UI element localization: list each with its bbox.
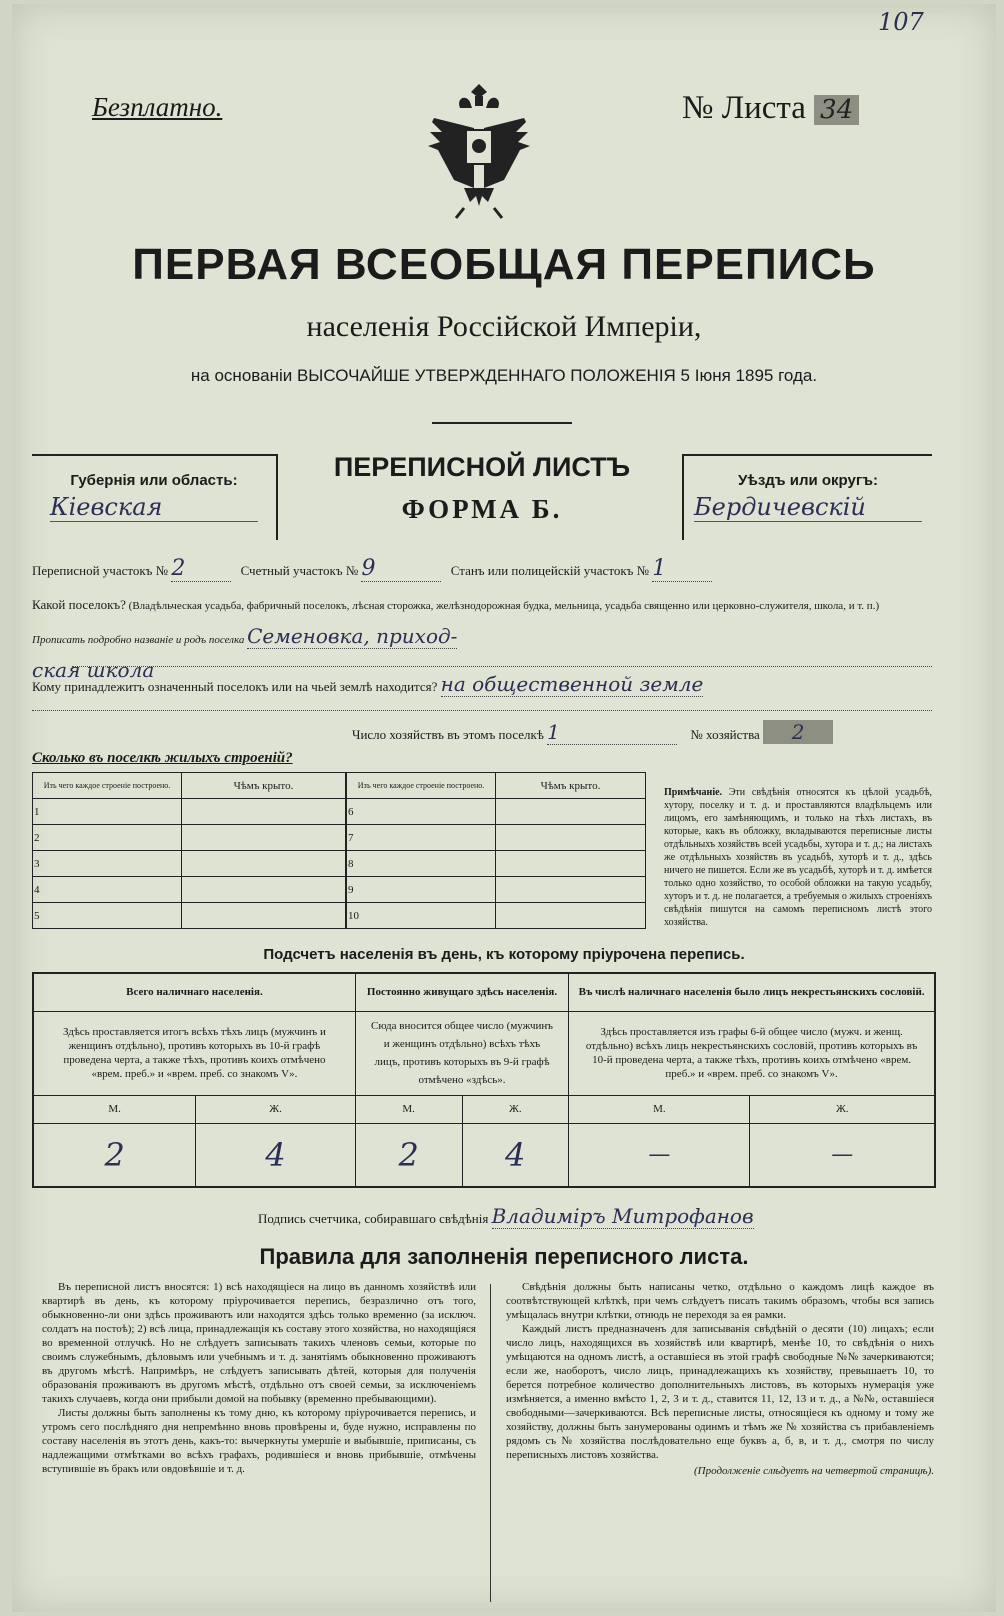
uezd-label: Уѣздъ или округъ: (737, 472, 879, 489)
count-area-label: Счетный участокъ № (240, 563, 359, 578)
row-number: 9 (347, 877, 496, 903)
guberniya-value: Кіевская (50, 493, 258, 522)
rules-right-p1: Свѣдѣнія должны быть написаны четко, отдѣльно о каждомъ лицѣ каждое въ соотвѣтствующей клѣткѣ, при чемъ слѣдуетъ писать такимъ образомъ, чтобы вся запись умѣщалась внутри клѣтки, отнюдь не переходя за ея рамки. (506, 1281, 934, 1321)
male-header: М. (33, 1095, 196, 1123)
buildings-label: Сколько въ поселкѣ жилыхъ строеній? (32, 750, 293, 766)
area-line (32, 556, 932, 582)
count-area-value: 9 (361, 556, 441, 582)
col3-text: Здѣсь проставляется изъ графы 6-й общее число (мужч. и женщ. отдѣльно) всѣхъ лицъ некрестьянскихъ сословій, противъ которыхъ въ 10-й проведена черта, а также тѣхъ, противъ коихъ отмѣчено «врем. преб.» и «врем. преб. со знакомъ V». (569, 1011, 935, 1095)
rules-left-p1: Въ переписной листъ вносятся: 1) всѣ находящіеся на лицо въ данномъ хозяйствѣ или квартирѣ въ день, къ которому пріурочивается перепись, безразлично отъ того, обыкновенно-ли они здѣсь проживаютъ или находятся здѣсь только временно (за исключ. солдатъ на постоѣ); 2) всѣ лица, принадлежащія къ составу этого хозяйства, но находящіяся во временной отлучкѣ. Но не слѣдуетъ записывать такихъ членовъ семьи, которые по своимъ служебнымъ, дѣловымъ или учебнымъ и т. д. занятіямъ обыкновенно проживаютъ въ другомъ мѣстѣ. Напримѣръ, не слѣдуетъ записывать дѣтей, которыя для полученія образованія проживаютъ въ другомъ мѣстѣ, отдѣльно отъ своей семьи, за исключеніемъ такихъ случаевъ, когда они прибыли домой на побывку (временно пребывающими). (42, 1281, 476, 1405)
remark-label: Примѣчаніе. (664, 787, 723, 798)
rules-left-p2: Листы должны быть заполнены къ тому дню, къ которому пріурочивается перепись, и утромъ сего послѣдняго дня непремѣнно вновь провѣрены и, буде нужно, исправлены по составу населенія въ этотъ день, какъ-то: вычеркнуты умершіе и выбывшіе, приписаны, съ надлежащими отмѣтками во всѣхъ графахъ, родившіеся и вновь прибывшіе, отмѣчены вступившіе въ бракъ или овдовѣвшіе и т. д. (42, 1407, 476, 1475)
col2-title: Постоянно живущаго здѣсь населенія. (355, 973, 568, 1011)
households-line (352, 720, 942, 745)
col1-title: Всего наличнаго населенія. (33, 973, 355, 1011)
free-label: Безплатно. (92, 92, 223, 122)
settlement-instruction: Прописать подробно названіе и родъ поселка (32, 634, 245, 646)
permanent-male-value: 2 (355, 1123, 462, 1187)
rules-left-column (42, 1280, 476, 1476)
households-value: 1 (547, 720, 677, 745)
household-no-value: 2 (763, 720, 833, 744)
settlement-label: Какой поселокъ? (32, 597, 126, 612)
permanent-female-value: 4 (462, 1123, 569, 1187)
archive-number: 107 (878, 8, 924, 36)
buildings-table-right (346, 772, 646, 929)
col3-title: Въ числѣ наличнаго населенія было лицъ некрестьянскихъ сословій. (569, 973, 935, 1011)
buildings-table-left (32, 772, 346, 929)
sheet-number-value: 34 (814, 95, 859, 125)
col1-text: Здѣсь проставляется итогъ всѣхъ тѣхъ лицъ (мужчинъ и женщинъ отдѣльно), противъ которыхъ въ 10-й графѣ проведена черта, а также тѣхъ, противъ коихъ отмѣчено «врем. преб.» и «врем. преб. со знакомъ V». (33, 1011, 355, 1095)
male-header: М. (355, 1095, 462, 1123)
census-area-value: 2 (171, 556, 231, 582)
nonpeasant-female-value: — (750, 1123, 935, 1187)
sheet-number-label: № Листа (682, 90, 806, 126)
owner-label: Кому принадлежитъ означенный поселокъ или на чьей землѣ находится? (32, 679, 438, 694)
form-title: ПЕРЕПИСНОЙ ЛИСТЪ (333, 452, 631, 482)
rules-right-p2: Каждый листъ предназначенъ для записыванія свѣдѣній о десяти (10) лицахъ; если число лицъ, находящихся въ хозяйствѣ или квартирѣ, менѣе 10, то свѣдѣнія о нихъ умѣщаются на одномъ листѣ, а оставшіеся въ этой графѣ свободные №№ зачеркиваются; если же, наоборотъ, число лицъ, принадлежащихъ къ хозяйству, превышаетъ 10, то берется потребное количество дополнительныхъ листовъ, въ которыхъ нумерація уже измѣняется, а именно вмѣсто 1, 2, 3 и т. д., ставится 11, 12, 13 и т. д., а №№, оставшіеся свободными—зачеркиваются. Всѣ переписные листы, относящіеся къ одному и тому же хозяйству, должны быть занумерованы одинмъ и тѣмъ же № хозяйства съ прибавленіемъ рядомъ съ № хозяйства послѣдовательно еще буквъ а, б, в, и т. д., смотря по числу переписныхъ листовъ хозяйства. (506, 1323, 934, 1461)
page-subtitle: населенія Россійской Имперіи, (306, 310, 702, 343)
imperial-eagle-emblem (424, 78, 534, 226)
guberniya-box (32, 454, 278, 540)
uezd-value: Бердичевскій (694, 493, 922, 522)
settlement-value-2: ская школа (32, 658, 155, 682)
household-no-label: № хозяйства (690, 727, 760, 742)
settlement-underline (72, 666, 932, 667)
signature-value: Владиміръ Митрофанов (491, 1204, 754, 1228)
row-number: 4 (33, 877, 182, 903)
population-heading: Подсчетъ населенія въ день, къ которому пріурочена перепись. (263, 946, 745, 963)
row-number: 8 (347, 851, 496, 877)
divider (432, 422, 572, 424)
row-number: 10 (347, 903, 496, 929)
rules-title: Правила для заполненія переписного листа. (259, 1244, 749, 1269)
sheet-number-field (682, 90, 859, 127)
remark (664, 786, 932, 929)
col-roof-header: Чѣмъ крыто. (496, 773, 646, 799)
uezd-box (682, 454, 932, 540)
census-area-label: Переписной участокъ № (32, 563, 169, 578)
row-number: 3 (33, 851, 182, 877)
row-number: 1 (33, 799, 182, 825)
guberniya-label: Губернія или область: (70, 472, 238, 489)
total-female-value: 4 (196, 1123, 355, 1187)
row-number: 2 (33, 825, 182, 851)
households-label: Число хозяйствъ въ этомъ поселкѣ (352, 727, 544, 742)
signature-label: Подпись счетчика, собиравшаго свѣдѣнія (258, 1211, 489, 1226)
stan-value: 1 (652, 556, 712, 582)
rules-continued: (Продолженіе слѣдуетъ на четвертой страницѣ). (694, 1465, 934, 1477)
stan-label: Станъ или полицейскій участокъ № (450, 563, 650, 578)
owner-line (32, 672, 932, 696)
signature-line (258, 1204, 938, 1228)
remark-text: Эти свѣдѣнія относятся къ цѣлой усадьбѣ, хутору, поселку и т. д. и проставляются владѣльцемъ или лицомъ, его замѣняющимъ, и только на тѣхъ листахъ, въ которые, какъ въ обложку, вкладываются переписные листы отдѣльныхъ хозяйствъ всей усадьбы, хутора и т. д.; на листахъ же отдѣльныхъ хозяйствъ въ усадьбѣ, хуторѣ и т. д., здѣсь ничего не пишется. Если же въ усадьбѣ, хуторѣ и т. д. имѣется только одно хозяйство, то особой обложки на такую усадьбу, хуторъ и т. д. не полагается, а требуемыя о жилыхъ строеніяхъ свѣдѣнія пишутся на самомъ переписномъ листѣ этого хозяйства. (664, 787, 932, 928)
page-title: ПЕРВАЯ ВСЕОБЩАЯ ПЕРЕПИСЬ (132, 240, 876, 289)
rules-right-column (506, 1280, 934, 1478)
row-number: 6 (347, 799, 496, 825)
col-roof-header: Чѣмъ крыто. (182, 773, 346, 799)
total-male-value: 2 (33, 1123, 196, 1187)
census-sheet (12, 4, 996, 1612)
nonpeasant-male-value: — (569, 1123, 750, 1187)
column-divider (490, 1284, 491, 1602)
population-table (32, 972, 936, 1188)
settlement-hint: (Владѣльческая усадьба, фабричный поселокъ, лѣсная сторожка, желѣзнодорожная будка, мельница, усадьба священно или церковно-служителя, школа, и т. п.) (128, 600, 880, 612)
row-number: 5 (33, 903, 182, 929)
female-header: Ж. (462, 1095, 569, 1123)
female-header: Ж. (196, 1095, 355, 1123)
male-header: М. (569, 1095, 750, 1123)
owner-value: на общественной земле (440, 672, 704, 696)
col-material-header: Изъ чего каждое строеніе построено. (347, 773, 496, 799)
settlement-value-1: Семеновка, приход- (247, 624, 458, 648)
female-header: Ж. (750, 1095, 935, 1123)
form-subtitle: ФОРМА Б. (401, 494, 563, 524)
owner-underline (32, 710, 932, 711)
col-material-header: Изъ чего каждое строеніе построено. (33, 773, 182, 799)
legal-basis: на основаніи ВЫСОЧАЙШЕ УТВЕРЖДЕННАГО ПОЛОЖЕНІЯ 5 Іюня 1895 года. (190, 366, 818, 385)
row-number: 7 (347, 825, 496, 851)
col2-text: Сюда вносится общее число (мужчинъ и женщинъ отдѣльно) всѣхъ тѣхъ лицъ, противъ которыхъ въ 9-й графѣ отмѣчено «здѣсь». (355, 1011, 568, 1095)
